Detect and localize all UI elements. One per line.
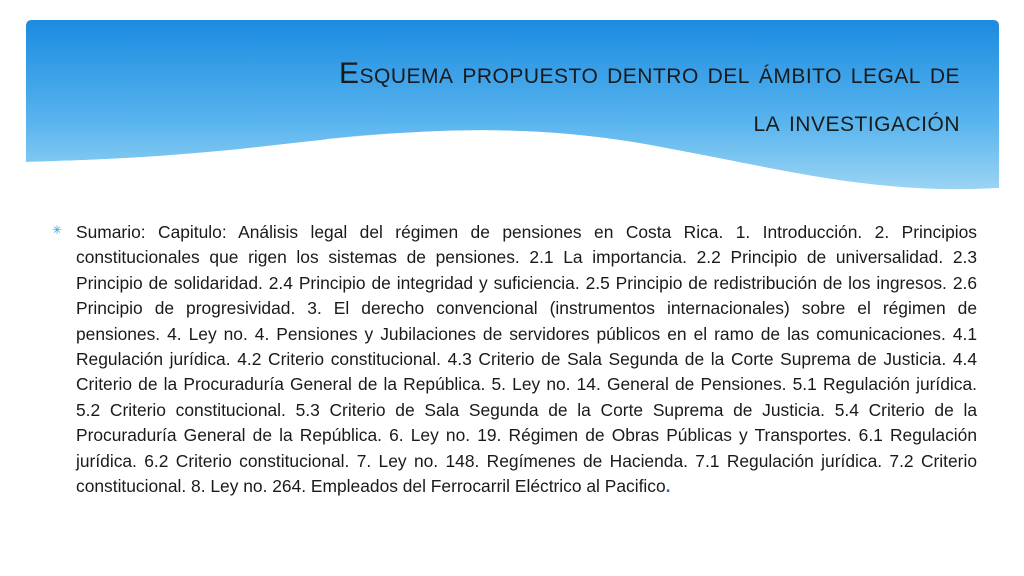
slide-title xyxy=(180,50,960,146)
body-paragraph xyxy=(76,220,977,499)
asterisk-bullet-icon: ✳ xyxy=(52,223,63,237)
title-line-2: la investigación xyxy=(753,105,960,138)
title-line-1: Esquema propuesto dentro del ámbito legal de xyxy=(338,57,960,90)
body-end-period: . xyxy=(665,476,671,497)
body-text: Sumario: Capitulo: Análisis legal del régimen de pensiones en Costa Rica. 1. Introducción. 2. Principios constitucionales que rigen los sistemas de pensiones. 2.1 La importancia. 2.2 Principio de universalidad. 2.3 Principio de solidaridad. 2.4 Principio de integridad y suficiencia. 2.5 Principio de redistribución de los ingresos. 2.6 Principio de progresividad. 3. El derecho convencional (instrumentos internacionales) sobre el régimen de pensiones. 4. Ley no. 4. Pensiones y Jubilaciones de servidores públicos en el ramo de las comunicaciones. 4.1 Regulación jurídica. 4.2 Criterio constitucional. 4.3 Criterio de Sala Segunda de la Corte Suprema de Justicia. 4.4 Criterio de la Procuraduría General de la República. 5. Ley no. 14. General de Pensiones. 5.1 Regulación jurídica. 5.2 Criterio constitucional. 5.3 Criterio de Sala Segunda de la Corte Suprema de Justicia. 5.4 Criterio de la Procuraduría General de la República. 6. Ley no. 19. Régimen de Obras Públicas y Transportes. 6.1 Regulación jurídica. 6.2 Criterio constitucional. 7. Ley no. 148. Regímenes de Hacienda. 7.1 Regulación jurídica. 7.2 Criterio constitucional. 8. Ley no. 264. Empleados del Ferrocarril Eléctrico al Pacifico xyxy=(76,222,977,497)
